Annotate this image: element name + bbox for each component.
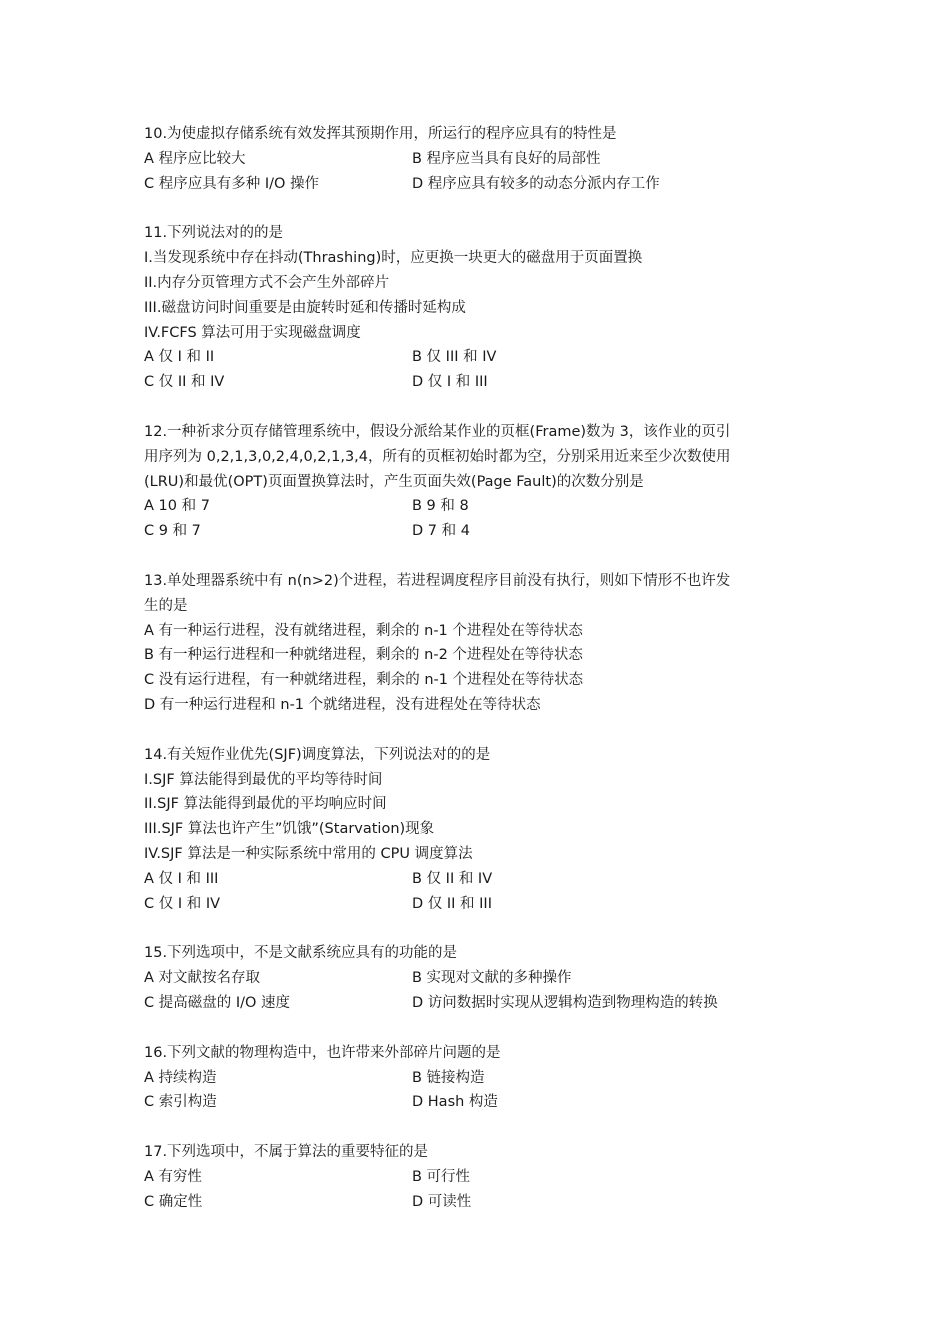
option-a: A 对文献按名存取 <box>144 970 261 987</box>
options-grid <box>144 494 814 544</box>
option-c: C 仅 I 和 IV <box>144 895 221 912</box>
statement-i: I.当发现系统中存在抖动(Thrashing)时，应更换一块更大的磁盘用于页面置换 <box>144 250 643 267</box>
option-b: B 9 和 8 <box>412 498 469 515</box>
question-13 <box>144 569 814 718</box>
question-stem: 10.为使虚拟存储系统有效发挥其预期作用，所运行的程序应具有的特性是 <box>144 126 617 142</box>
question-10 <box>144 122 814 196</box>
option-a: A 有一种运行进程，没有就绪进程，剩余的 n-1 个进程处在等待状态 <box>144 622 583 639</box>
question-stem: 17.下列选项中，不属于算法的重要特征的是 <box>144 1144 429 1161</box>
options-grid <box>144 1165 814 1215</box>
option-d: D 仅 I 和 III <box>412 374 488 391</box>
option-a: A 程序应比较大 <box>144 150 246 167</box>
option-d: D 仅 II 和 III <box>412 895 492 912</box>
statement-iv: IV.FCFS 算法可用于实现磁盘调度 <box>144 324 361 341</box>
option-a: A 持续构造 <box>144 1069 217 1086</box>
option-c: C 提高磁盘的 I/O 速度 <box>144 994 291 1011</box>
statement-iv: IV.SJF 算法是一种实际系统中常用的 CPU 调度算法 <box>144 845 473 862</box>
option-c: C 确定性 <box>144 1193 203 1210</box>
statement-ii: II.内存分页管理方式不会产生外部碎片 <box>144 274 390 291</box>
question-stem-line-2: 用序列为 0,2,1,3,0,2,4,0,2,1,3,4，所有的页框初始时都为空，分别采用近来至少次数使用 <box>144 448 731 465</box>
option-c: C 没有运行进程，有一种就绪进程，剩余的 n-1 个进程处在等待状态 <box>144 672 584 689</box>
statement-iii: III.SJF 算法也许产生”饥饿”(Starvation)现象 <box>144 821 435 838</box>
question-stem-line-2: 生的是 <box>144 597 188 614</box>
question-stem: 14.有关短作业优先(SJF)调度算法，下列说法对的的是 <box>144 746 491 763</box>
question-14 <box>144 743 814 917</box>
options-grid <box>144 147 814 197</box>
option-d: D 有一种运行进程和 n-1 个就绪进程，没有进程处在等待状态 <box>144 696 541 713</box>
question-stem: 15.下列选项中，不是文献系统应具有的功能的是 <box>144 945 458 962</box>
option-d: D 可读性 <box>412 1193 472 1210</box>
question-16 <box>144 1041 814 1115</box>
option-a: A 仅 I 和 III <box>144 870 219 887</box>
question-stem-line-1: 12.一种祈求分页存储管理系统中，假设分派给某作业的页框(Frame)数为 3，该作业的页引 <box>144 423 731 440</box>
question-12 <box>144 420 814 544</box>
option-d: D Hash 构造 <box>412 1094 498 1111</box>
question-17 <box>144 1140 814 1214</box>
option-b: B 仅 III 和 IV <box>412 349 497 366</box>
option-c: C 9 和 7 <box>144 523 201 540</box>
option-b: B 链接构造 <box>412 1069 485 1086</box>
option-b: B 有一种运行进程和一种就绪进程，剩余的 n-2 个进程处在等待状态 <box>144 647 583 664</box>
question-stem-line-3: (LRU)和最优(OPT)页面置换算法时，产生页面失效(Page Fault)的次数分别是 <box>144 473 644 490</box>
option-b: B 实现对文献的多种操作 <box>412 970 572 987</box>
option-b: B 可行性 <box>412 1168 471 1185</box>
statement-ii: II.SJF 算法能得到最优的平均响应时间 <box>144 796 387 813</box>
option-a: A 有穷性 <box>144 1168 203 1185</box>
option-d: D 程序应具有较多的动态分派内存工作 <box>412 175 660 192</box>
option-c: C 程序应具有多种 I/O 操作 <box>144 175 320 192</box>
options-grid <box>144 867 814 917</box>
option-a: A 10 和 7 <box>144 498 210 515</box>
option-b: B 程序应当具有良好的局部性 <box>412 150 601 167</box>
options-grid <box>144 966 814 1016</box>
option-a: A 仅 I 和 II <box>144 349 215 366</box>
options-grid <box>144 1066 814 1116</box>
question-stem: 16.下列文献的物理构造中，也许带来外部碎片问题的是 <box>144 1044 501 1061</box>
statement-iii: III.磁盘访问时间重要是由旋转时延和传播时延构成 <box>144 299 466 316</box>
options-grid <box>144 345 814 395</box>
option-d: D 访问数据时实现从逻辑构造到物理构造的转换 <box>412 994 718 1011</box>
option-c: C 索引构造 <box>144 1094 217 1111</box>
statement-i: I.SJF 算法能得到最优的平均等待时间 <box>144 771 383 788</box>
question-15 <box>144 941 814 1015</box>
question-stem: 11.下列说法对的的是 <box>144 225 284 242</box>
question-stem-line-1: 13.单处理器系统中有 n(n>2)个进程，若进程调度程序目前没有执行，则如下情形不也许发 <box>144 572 731 589</box>
option-c: C 仅 II 和 IV <box>144 374 225 391</box>
option-d: D 7 和 4 <box>412 523 470 540</box>
option-b: B 仅 II 和 IV <box>412 870 493 887</box>
question-11 <box>144 221 814 395</box>
question-list <box>144 122 814 1239</box>
